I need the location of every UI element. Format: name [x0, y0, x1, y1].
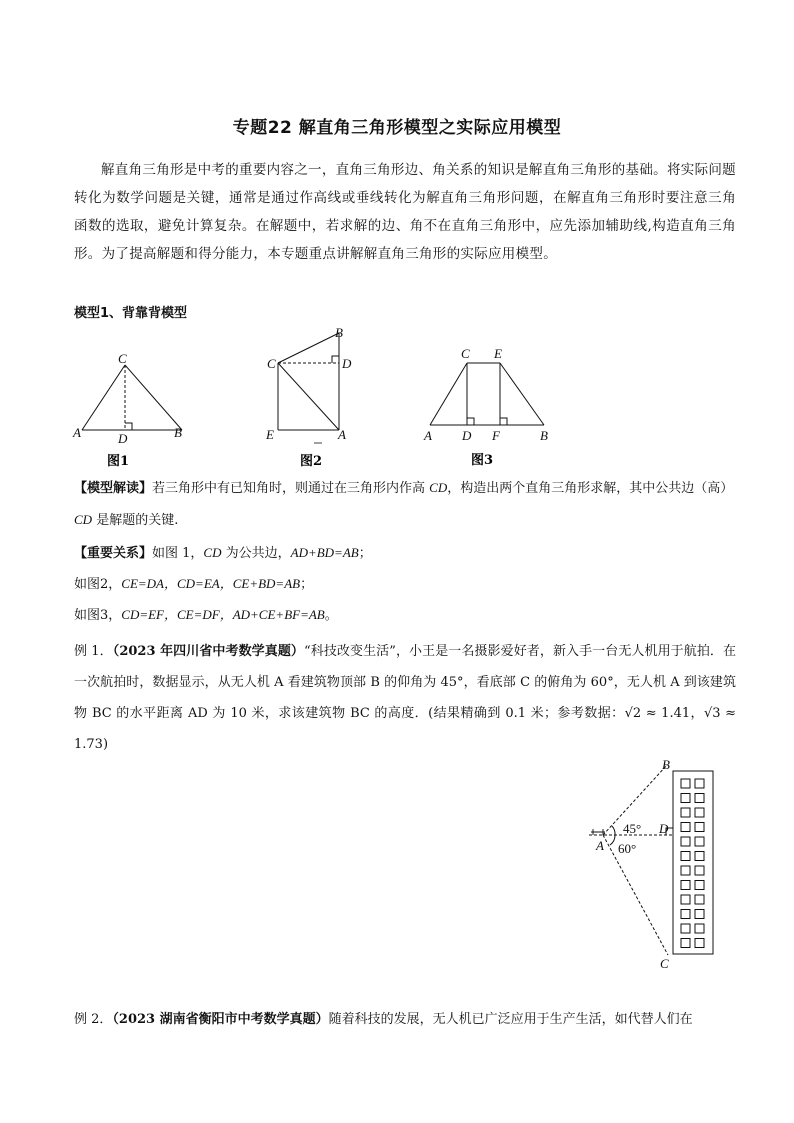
building-window [695, 823, 704, 832]
fig1-side-ac [82, 365, 125, 430]
key-relations-fig1-mid: 为公共边， [221, 546, 291, 561]
model-explanation-text-b: ，构造出两个直角三角形求解，其中公共边（高） [447, 481, 734, 496]
key-relations-fig3-end: 。 [324, 608, 338, 623]
fig2-right-angle-mark [332, 356, 339, 363]
building-window [681, 910, 690, 919]
fig3-side-ac [430, 363, 467, 425]
figure-2 [262, 325, 362, 470]
fig2-side-cb [278, 333, 339, 363]
building-window [695, 910, 704, 919]
key-relations-fig2-prefix: 如图2， [74, 577, 122, 592]
key-relations-fig3-eq: CD=EF，CE=DF，AD+CE+BF=AB [121, 607, 325, 622]
building-window [695, 895, 704, 904]
example-2-label: 例 2． [74, 1012, 113, 1027]
fig1-label-c: C [118, 351, 127, 366]
fig3-label-e: E [494, 346, 502, 361]
building-window [695, 808, 704, 817]
building-windows [681, 779, 704, 948]
fig3-label-f: F [492, 428, 500, 443]
fig3-right-angle-d [467, 418, 474, 425]
fig3-label-a: A [424, 428, 432, 443]
building-window [681, 779, 690, 788]
angle-arc-60 [610, 835, 615, 845]
fig1-side-bc [125, 365, 182, 430]
example-1-text: “科技改变生活”，小王是一名摄影爱好者，新入手一台无人机用于航拍．在一次航拍时，数据显示，从无人机 A 看建筑物顶部 B 的仰角为 45°，看底部 C 的俯角为 60°，无人机 A 到该建筑物 BC 的水平距离 AD 为 10 米，求该建筑物 BC 的高度．(结果精确到 0.1 米；参考数据：√2 ≈ 1.41，√3 ≈ 1.73) [74, 644, 736, 752]
model-explanation-cd-2: CD [74, 512, 93, 527]
intro-paragraph: 解直角三角形是中考的重要内容之一，直角三角形边、角关系的知识是解直角三角形的基础。将实际问题转化为数学问题是关键，通常是通过作高线或垂线转化为解直角三角形问题，在解直角三角形时要注意三角函数的选取，避免计算复杂。在解题中，若求解的边、角不在直角三角形中，应先添加辅助线,构造直角三角形。为了提高解题和得分能力，本专题重点讲解解直角三角形的实际应用模型。 [74, 162, 736, 262]
fig2-label-b: B [335, 325, 343, 340]
building-window [695, 852, 704, 861]
fig3-side-eb [500, 363, 544, 425]
building-window [681, 852, 690, 861]
angle-arc-45 [612, 826, 615, 835]
building-window [695, 924, 704, 933]
example-1-label-b: B [662, 757, 670, 772]
key-relations-fig1 [74, 543, 736, 564]
fig1-label-d: D [118, 431, 128, 446]
key-relations-fig2 [74, 574, 736, 595]
fig2-label-e: E [266, 427, 274, 442]
building-window [695, 837, 704, 846]
figure-3 [420, 345, 560, 470]
example-2-text: 随着科技的发展，无人机已广泛应用于生产生活，如代替人们在 [328, 1012, 693, 1027]
fig2-label-c: C [267, 356, 276, 371]
drone-icon [591, 829, 605, 835]
fig3-label-c: C [461, 346, 470, 361]
model-explanation-cont [74, 510, 736, 531]
fig1-label-b: B [174, 425, 182, 440]
model-explanation [74, 478, 736, 499]
building-window [695, 779, 704, 788]
key-relations-fig2-end: ； [300, 577, 314, 592]
example-1-source: （2023 年四川省中考数学真题） [112, 644, 305, 659]
fig3-label-d: D [462, 428, 472, 443]
model-explanation-text-a: 若三角形中有已知角时，则通过在三角形内作高 [152, 481, 430, 496]
angle-label-45: 45° [623, 821, 642, 836]
building-window [681, 808, 690, 817]
key-relations-label: 【重要关系】 [74, 546, 153, 561]
fig2-label-a: A [338, 427, 346, 442]
key-relations-fig2-eq: CE=DA，CD=EA，CE+BD=AB [121, 576, 301, 591]
building-outline [673, 771, 713, 954]
building-window [681, 794, 690, 803]
key-relations-fig1-end: ； [358, 546, 372, 561]
model-explanation-cd-1: CD [429, 480, 448, 495]
fig1-label-a: A [73, 425, 81, 440]
fig3-label-b: B [540, 428, 548, 443]
example-1-label-d: D [659, 821, 669, 836]
fig1-caption: 图1 [107, 454, 130, 469]
building-window [681, 924, 690, 933]
key-relations-fig3-prefix: 如图3， [74, 608, 122, 623]
angle-label-60: 60° [618, 841, 637, 856]
building-window [695, 794, 704, 803]
model-heading: 模型1、背靠背模型 [74, 306, 188, 321]
key-relations-fig1-prefix: 如图 1， [152, 546, 204, 561]
building-window [695, 866, 704, 875]
fig2-label-d: D [342, 356, 352, 371]
key-relations-fig1-eq: AD+BD=AB [290, 545, 359, 560]
example-2-source: （2023 湖南省衡阳市中考数学真题） [112, 1012, 329, 1027]
building-window [681, 837, 690, 846]
key-relations-fig1-cd: CD [203, 545, 222, 560]
building-window [681, 881, 690, 890]
example-1-label-c: C [660, 956, 669, 971]
example-1-label: 例 1． [74, 644, 113, 659]
fig2-caption: 图2 [300, 454, 323, 469]
page-title: 专题22 解直角三角形模型之实际应用模型 [232, 118, 562, 138]
fig3-right-angle-f [500, 418, 507, 425]
key-relations-fig3 [74, 605, 736, 626]
building-window [695, 881, 704, 890]
building-window [681, 895, 690, 904]
building-window [681, 866, 690, 875]
example-2 [74, 1010, 736, 1030]
model-explanation-label: 【模型解读】 [74, 481, 153, 496]
fig3-caption: 图3 [471, 453, 494, 468]
example-1-figure [585, 755, 725, 970]
building-window [681, 939, 690, 948]
model-explanation-text-c: 是解题的关键. [92, 513, 179, 528]
fig2-side-ca [278, 363, 339, 430]
fig1-right-angle-mark [125, 423, 132, 430]
building-window [681, 823, 690, 832]
figure-1 [70, 350, 200, 470]
example-1 [74, 636, 736, 760]
building-window [695, 939, 704, 948]
example-1-label-a: A [596, 838, 604, 853]
